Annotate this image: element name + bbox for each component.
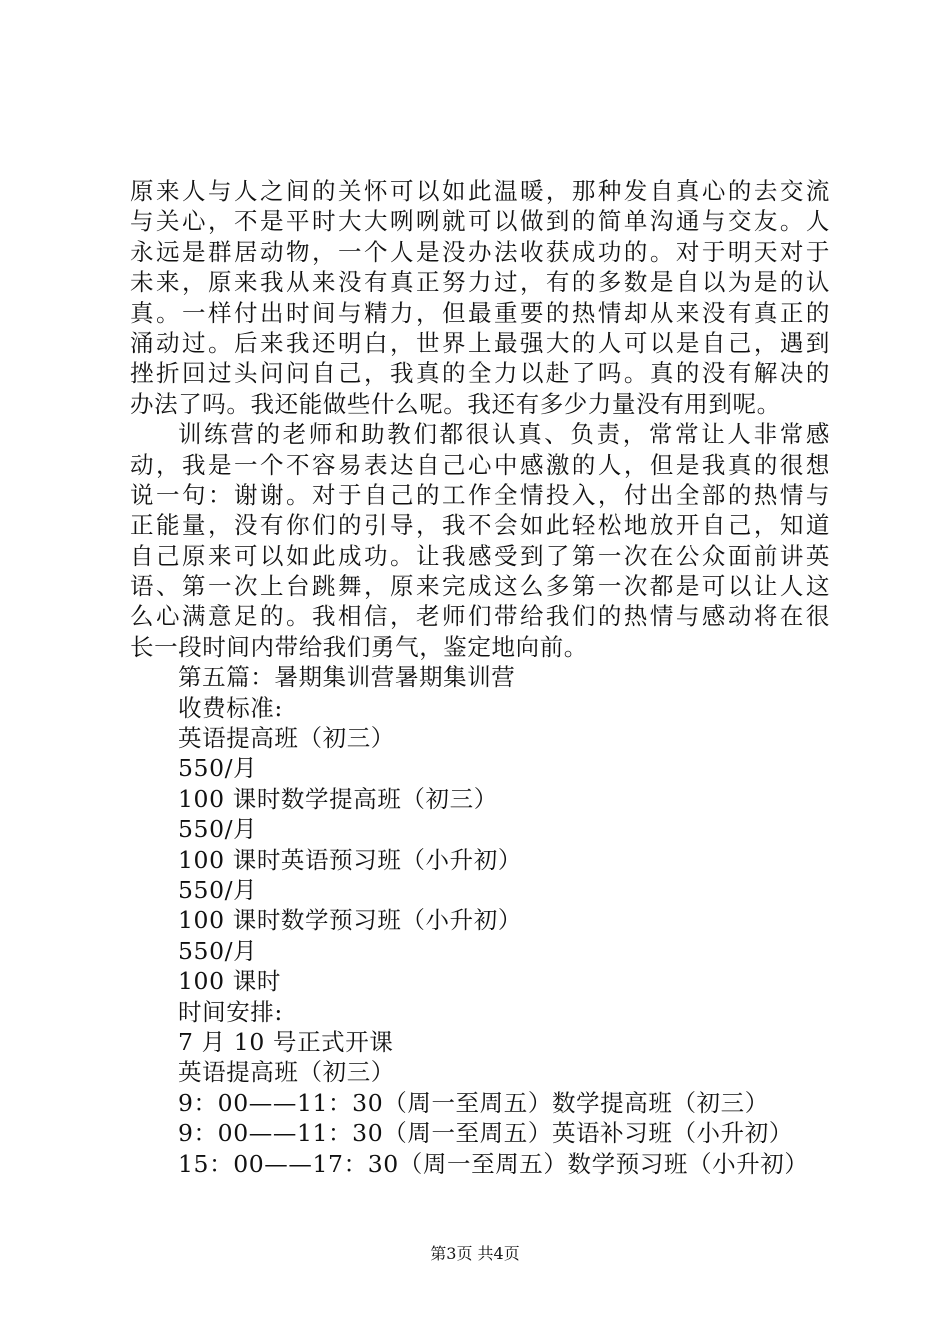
section-heading: 第五篇：暑期集训营暑期集训营	[178, 663, 516, 692]
text-line: 挫折回过头问问自己，我真的全力以赴了吗。真的没有解决的	[130, 359, 830, 388]
text-line: 长一段时间内带给我们勇气，鉴定地向前。	[130, 632, 588, 661]
list-item: 7 月 10 号正式开课	[178, 1027, 394, 1056]
text-line: 真。一样付出时间与精力，但最重要的热情却从来没有真正的	[130, 298, 830, 327]
fee-heading: 收费标准:	[178, 693, 283, 722]
text-line: 自己原来可以如此成功。让我感受到了第一次在公众面前讲英	[130, 541, 830, 570]
list-item: 550/月	[178, 815, 258, 844]
text-line: 动，我是一个不容易表达自己心中感激的人，但是我真的很想	[130, 450, 830, 479]
list-item: 9：00——11：30（周一至周五）数学提高班（初三）	[178, 1088, 769, 1117]
text-line: 么心满意足的。我相信，老师们带给我们的热情与感动将在很	[130, 602, 830, 631]
list-item: 100 课时数学预习班（小升初）	[178, 906, 522, 935]
list-item: 550/月	[178, 754, 258, 783]
paragraph-thanks	[130, 419, 830, 662]
section-summer-camp	[130, 662, 830, 1179]
list-item: 英语提高班（初三）	[178, 1058, 395, 1087]
text-line: 涌动过。后来我还明白，世界上最强大的人可以是自己，遇到	[130, 328, 830, 357]
text-line: 未来，原来我从来没有真正努力过，有的多数是自以为是的认	[130, 268, 830, 297]
text-line: 原来人与人之间的关怀可以如此温暖，那种发自真心的去交流	[130, 177, 830, 205]
page-number-footer: 第3页 共4页	[430, 1244, 520, 1263]
paragraph-reflection	[130, 176, 830, 419]
schedule-heading: 时间安排:	[178, 997, 283, 1026]
text-line: 办法了吗。我还能做些什么呢。我还有多少力量没有用到呢。	[130, 389, 781, 418]
text-line: 正能量，没有你们的引导，我不会如此轻松地放开自己，知道	[130, 511, 830, 540]
list-item: 100 课时	[178, 967, 281, 996]
text-line: 永远是群居动物，一个人是没办法收获成功的。对于明天对于	[130, 237, 830, 266]
list-item: 100 课时英语预习班（小升初）	[178, 845, 522, 874]
text-line: 说一句：谢谢。对于自己的工作全情投入，付出全部的热情与	[130, 480, 830, 509]
list-item: 100 课时数学提高班（初三）	[178, 784, 498, 813]
document-body	[130, 176, 830, 1179]
list-item: 15：00——17：30（周一至周五）数学预习班（小升初）	[178, 1149, 809, 1178]
text-line: 语、第一次上台跳舞，原来完成这么多第一次都是可以让人这	[130, 572, 830, 601]
list-item: 550/月	[178, 936, 258, 965]
text-line: 与关心，不是平时大大咧咧就可以做到的简单沟通与交友。人	[130, 207, 830, 236]
list-item: 9：00——11：30（周一至周五）英语补习班（小升初）	[178, 1119, 793, 1148]
list-item: 英语提高班（初三）	[178, 724, 395, 753]
text-line: 训练营的老师和助教们都很认真、负责，常常让人非常感	[178, 420, 830, 449]
list-item: 550/月	[178, 875, 258, 904]
